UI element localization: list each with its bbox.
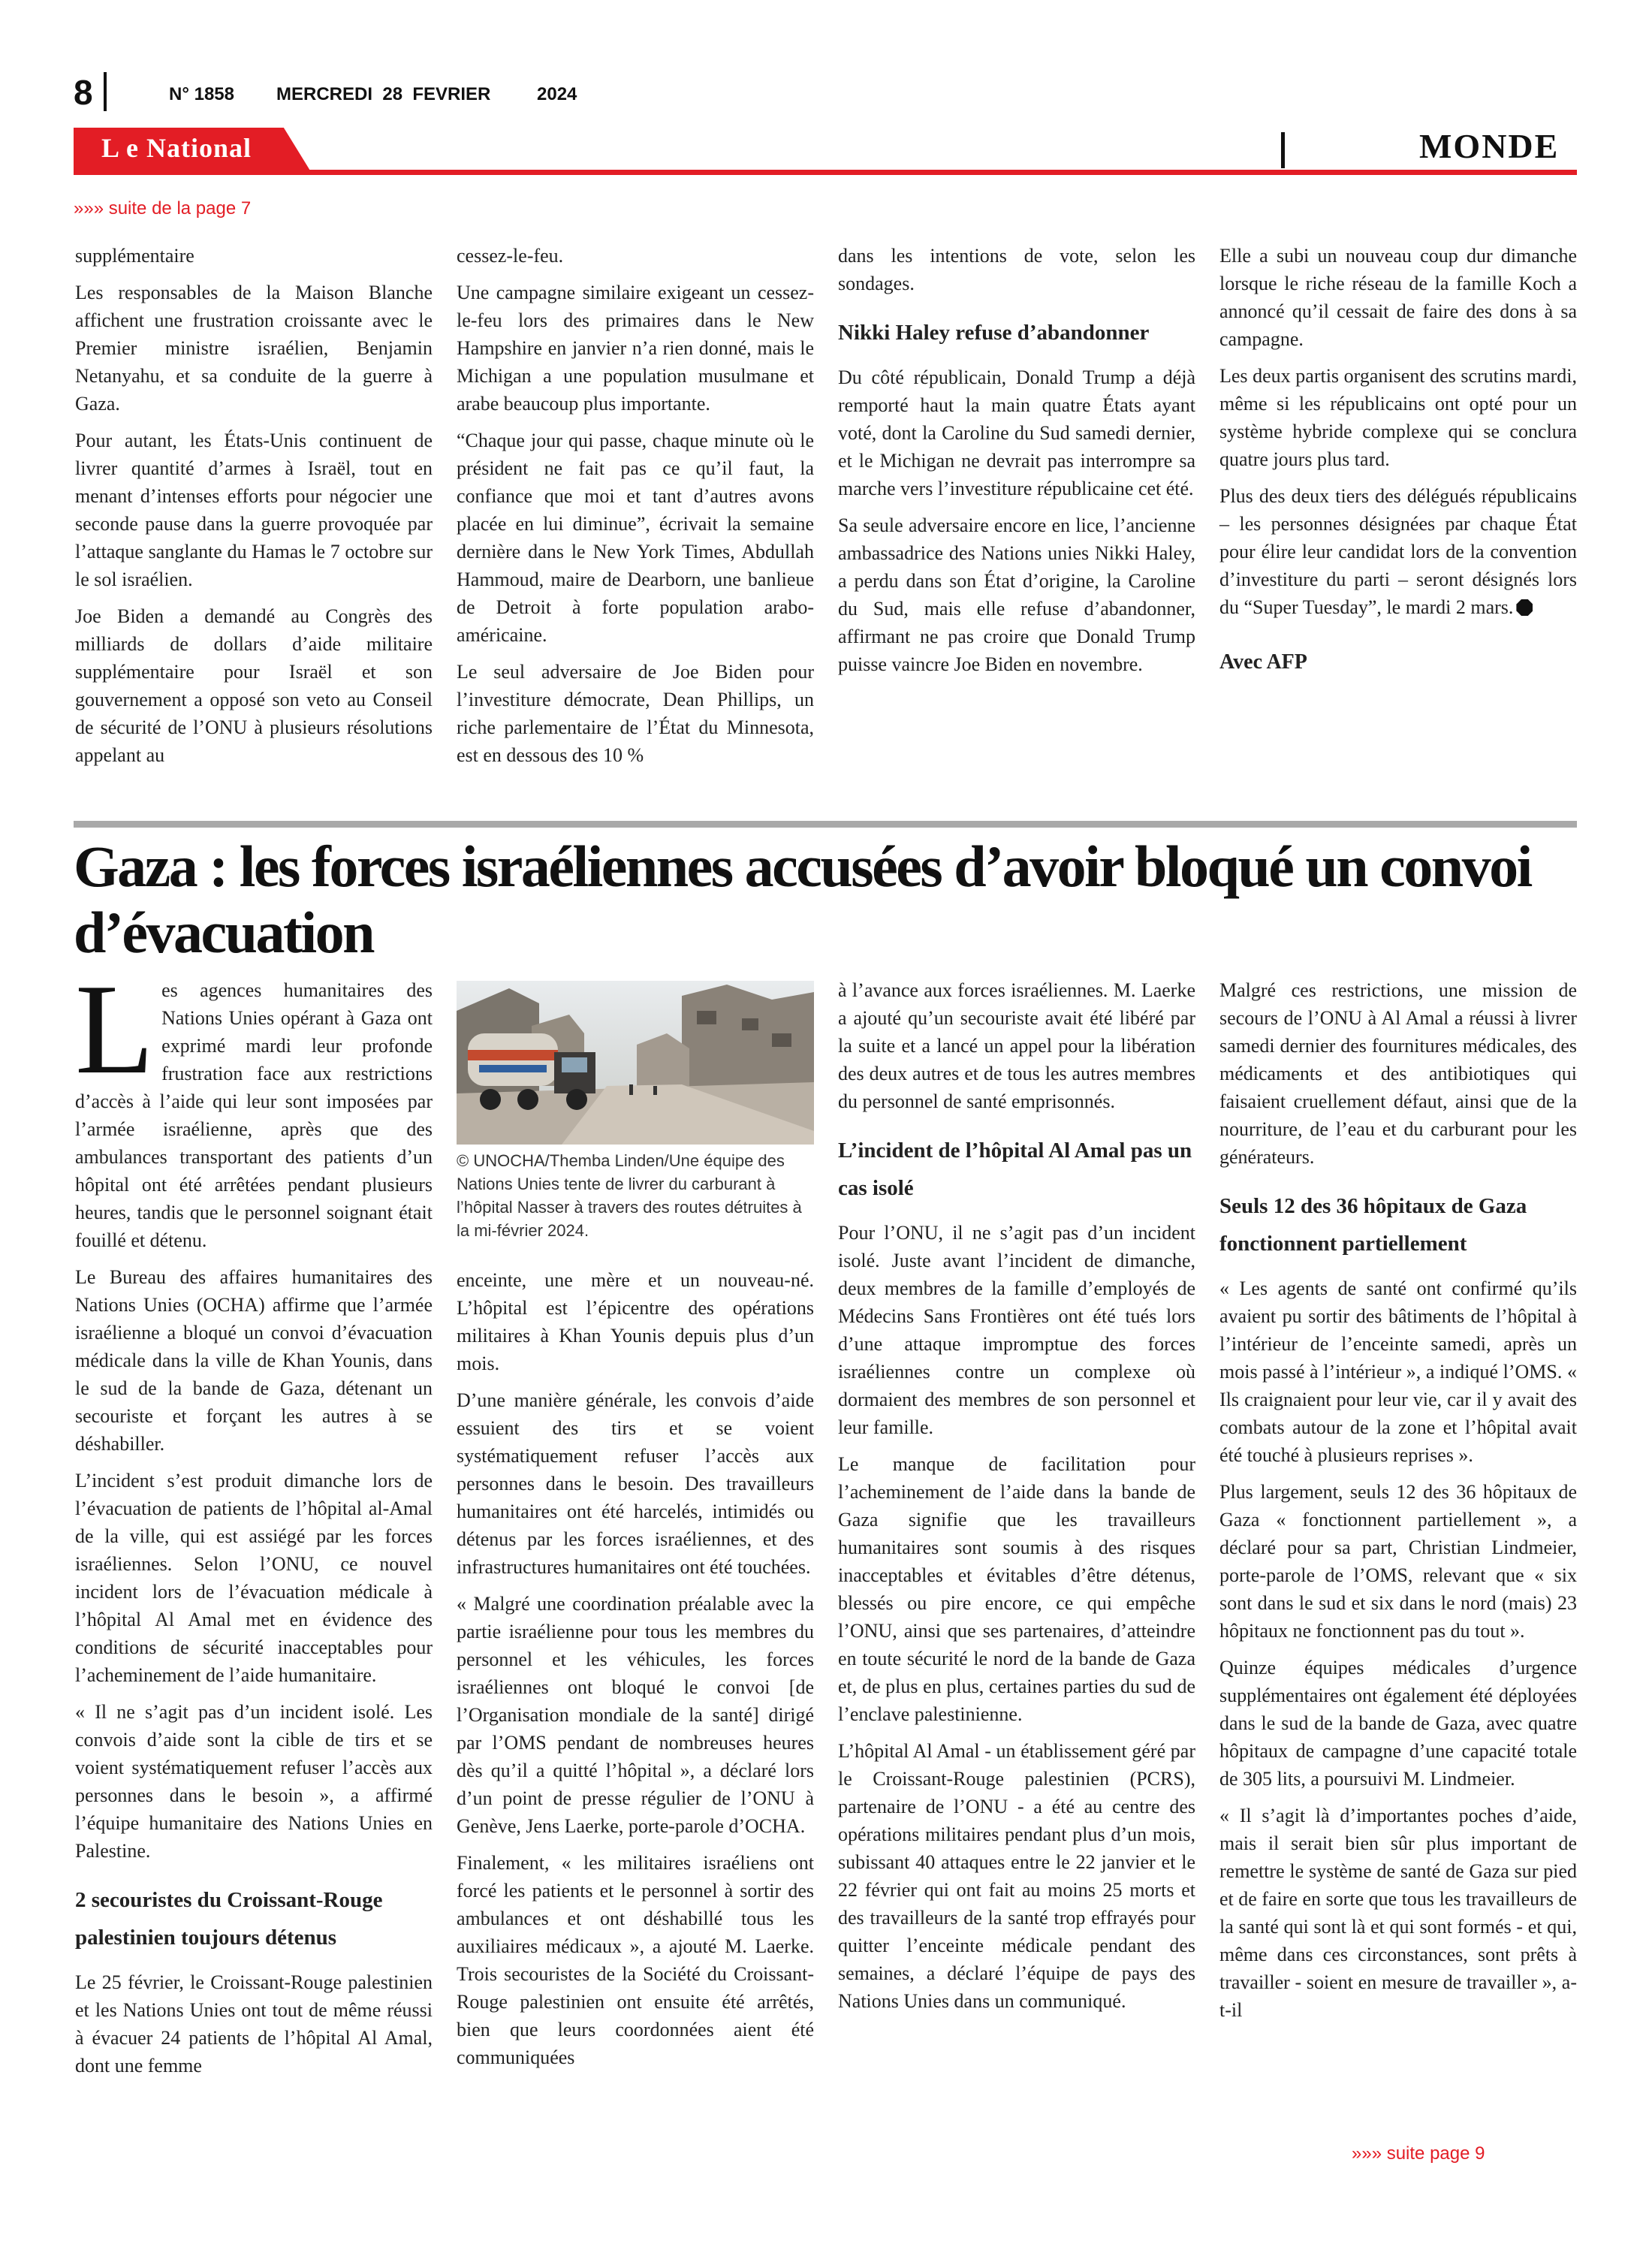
top-article-column-3 [838,242,1195,687]
paragraph: L’incident s’est produit dimanche lors de l’évacuation de patients de l’hôpital al-Amal de la ville, qui est assiégé par les forces israéliennes. Selon l’ONU, ce nouvel incident lors de l’évacuation médicale à l’hôpital Al Amal met en évidence des conditions de sécurité inacceptables pour l’acheminement de l’aide humanitaire. [75,1470,433,1686]
subheading: Seuls 12 des 36 hôpitaux de Gaza fonctionnent partiellement [1219,1194,1527,1256]
paragraph: « Il ne s’agit pas d’un incident isolé. Les convois d’aide sont la cible de tirs et se voient systématiquement refuser l’accès aux personnes dans le besoin », a affirmé l’équipe humanitaire des Nations Unies en Palestine. [75,1701,433,1862]
main-article-column-3 [838,976,1195,2024]
paragraph [75,958,433,1254]
paragraph-text: es agences humanitaires des Nations Unies opérant à Gaza ont exprimé mardi leur profonde frustration face aux restrictions d’accès à l’aide qui leur sont imposées par l’armée israélienne, après que des ambulances transportant des patients d’un hôpital ont été arrêtées pendant plusieurs heures, tandis que le personnel soignant était fouillé et détenu. [75,979,433,1251]
article-signature: Avec AFP [1219,650,1307,674]
paragraph: D’une manière générale, les convois d’aide essuient des tirs et se voient systématiquement refuser l’accès aux personnes dans le besoin. Des travailleurs humanitaires ont été harcelés, intimidés ou détenus par les forces israéliennes, et des infrastructures humanitaires ont été touchées. [457,1389,814,1578]
article-separator [74,821,1577,828]
article-headline: Gaza : les forces israéliennes accusées d’avoir bloqué un convoi d’évacuation [74,834,1531,965]
header-red-rule [74,170,1577,175]
paragraph-text: Plus des deux tiers des délégués républicains – les personnes désignées par chaque État pour élire leur candidat lors de la convention d’investiture du parti – seront désignés lors du “Super Tuesday”, le mardi 2 mars. [1219,485,1577,618]
paragraph: Une campagne similaire exigeant un cessez-le-feu lors des primaires dans le New Hampshire en janvier n’a rien donné, mais le Michigan a une population musulmane et arabe beaucoup plus importante. [457,282,814,415]
paragraph: Elle a subi un nouveau coup dur dimanche lorsque le riche réseau de la famille Koch a annoncé qu’il cessait de faire des dons à sa campagne. [1219,245,1577,350]
paragraph: Le seul adversaire de Joe Biden pour l’investiture démocrate, Dean Phillips, un riche parlementaire de l’État du Minnesota, est en dessous des 10 % [457,661,814,766]
article-photo [457,981,814,1145]
paragraph: enceinte, une mère et un nouveau-né. L’hôpital est l’épicentre des opérations militaires à Khan Younis depuis plus d’un mois. [457,1269,814,1374]
paragraph: Quinze équipes médicales d’urgence supplémentaires ont également été déployées dans le sud de la bande de Gaza, avec quatre hôpitaux de campagne d’une capacité totale de 305 lits, a poursuivi M. Lindmeier. [1219,1657,1577,1790]
paragraph: cessez-le-feu. [457,245,564,267]
page-number: 8 [74,73,93,112]
subheading: Nikki Haley refuse d’abandonner [838,321,1150,345]
article-end-icon [1516,599,1533,616]
paragraph: Du côté républicain, Donald Trump a déjà remporté haut la main quatre États ayant voté, dont la Caroline du Sud samedi dernier, et le Michigan ne devrait pas interrompre sa marche vers l’investiture républicaine cet été. [838,366,1195,499]
paragraph: Le Bureau des affaires humanitaires des Nations Unies (OCHA) affirme que l’armée israélienne a bloqué un convoi d’évacuation médicale dans la ville de Khan Younis, dans le sud de la bande de Gaza, détenant un secouriste et forçant les autres à se déshabiller. [75,1266,433,1455]
continued-to-link[interactable]: »»» suite page 9 [1352,2143,1485,2164]
subheading: 2 secouristes du Croissant-Rouge palestinien toujours détenus [75,1888,383,1950]
paragraph: « Il s’agit là d’importantes poches d’aide, mais il serait bien sûr plus important de remettre le système de santé de Gaza sur pied et de faire en sorte que tous les travailleurs de la santé qui sont là et qui sont formés - et qui, même dans ces circonstances, sont prêts à travailler - soient en mesure de travailler », a-t-il [1219,1805,1577,2021]
top-article-column-2 [457,242,814,778]
paragraph: Pour autant, les États-Unis continuent de livrer quantité d’armes à Israël, tout en menant d’intenses efforts pour négocier une seconde pause dans la guerre provoquée par l’attaque sanglante du Hamas le 7 octobre sur le sol israélien. [75,430,433,590]
paragraph: Finalement, « les militaires israéliens ont forcé les patients et le personnel à sortir des ambulances et ont déshabillé tous les auxiliaires médicaux », a ajouté M. Laerke. Trois secouristes de la Société du Croissant-Rouge palestinien ont ensuite été arrêtés, bien que leurs coordonnées aient été communiquées [457,1852,814,2068]
paragraph: Les deux partis organisent des scrutins mardi, même si les républicains ont opté pour un système hybride complexe qui se conclura quatre jours plus tard. [1219,365,1577,470]
paragraph: Joe Biden a demandé au Congrès des milliards de dollars d’aide militaire supplémentaire pour Israël et son gouvernement a opposé son veto au Conseil de sécurité de l’ONU à plusieurs résolutions appelant au [75,605,433,766]
paragraph: L’hôpital Al Amal - un établissement géré par le Croissant-Rouge palestinien (PCRS), partenaire de l’ONU - a été au centre des opérations militaires pendant plus d’un mois, subissant 40 attaques entre le 22 janvier et le 22 février qui ont fait au moins 25 morts et des travailleurs de la santé trop effrayés pour quitter l’enceinte médicale pendant des semaines, a déclaré l’équipe de pays des Nations Unies dans un communiqué. [838,1740,1195,2012]
main-article-column-2 [457,1266,814,2080]
main-article-column-4 [1219,976,1577,2033]
brand-logo: L e National [101,133,252,163]
photo-caption: © UNOCHA/Themba Linden/Une équipe des Nations Unies tente de livrer du carburant à l’hôpital Nasser à travers des routes détruites à la mi-février 2024. [457,1151,802,1240]
paragraph: Pour l’ONU, il ne s’agit pas d’un incident isolé. Juste avant l’incident de dimanche, deux membres de la famille d’employés de Médecins Sans Frontières ont été tués lors d’une attaque impromptue des forces israéliennes contre un complexe où dormaient des membres de son personnel et leur famille. [838,1222,1195,1438]
paragraph: Les responsables de la Maison Blanche affichent une frustration croissante avec le Premier ministre israélien, Benjamin Netanyahu, et sa conduite de la guerre à Gaza. [75,282,433,415]
drop-cap: L [75,958,155,1101]
paragraph: « Les agents de santé ont confirmé qu’ils avaient pu sortir des bâtiments de l’hôpital à l’intérieur de l’enceinte samedi, après un mois passé à l’intérieur », a indiqué l’OMS. « Ils craignaient pour leur vie, car il y avait des combats autour de la zone et l’hôpital avait été touché à plusieurs reprises ». [1219,1277,1577,1466]
paragraph: à l’avance aux forces israéliennes. M. Laerke a ajouté qu’un secouriste avait été libéré par la suite et a lancé un appel pour la libération des deux autres et de tous les autres membres du personnel de santé emprisonnés. [838,979,1195,1112]
paragraph: Sa seule adversaire encore en lice, l’ancienne ambassadrice des Nations unies Nikki Haley, a perdu dans son État d’origine, la Caroline du Sud, mais elle refuse d’abandonner, affirmant ne pas croire que Donald Trump puisse vaincre Joe Biden en novembre. [838,514,1195,675]
top-article-column-1 [75,242,433,778]
paragraph: supplémentaire [75,245,194,267]
issue-date: MERCREDI 28 FEVRIER [276,84,491,104]
paragraph: Le 25 février, le Croissant-Rouge palestinien et les Nations Unies ont tout de même réussi à évacuer 24 patients de l’hôpital Al Amal, dont une femme [75,1971,433,2077]
page-number-divider [104,72,107,111]
section-title: MONDE [1419,127,1560,165]
top-article-column-4 [1219,242,1577,685]
paragraph: dans les intentions de vote, selon les sondages. [838,245,1195,294]
section-divider [1281,132,1285,168]
paragraph: Malgré ces restrictions, une mission de secours de l’ONU à Al Amal a réussi à livrer samedi dernier des fournitures médicales, des médicaments et des antibiotiques qui faisaient cruellement défaut, ainsi que de la nourriture, de l’eau et du carburant pour les générateurs. [1219,979,1577,1168]
continued-from-link[interactable]: »»» suite de la page 7 [74,198,252,219]
issue-year: 2024 [537,84,577,104]
paragraph: “Chaque jour qui passe, chaque minute où le président ne fait pas ce qu’il faut, la confiance que moi et tant d’autres avons placée en lui diminue”, écrivait la semaine dernière dans le New York Times, Abdullah Hammoud, maire de Dearborn, une banlieue de Detroit à forte population arabo-américaine. [457,430,814,646]
paragraph: Le manque de facilitation pour l’acheminement de l’aide dans la bande de Gaza signifie que les travailleurs humanitaires sont soumis à des risques inacceptables et évitables d’être détenus, blessés ou pire encore, ce qui empêche l’ONU, ainsi que ses partenaires, d’atteindre en toute sécurité le nord de la bande de Gaza et, de plus en plus, certaines parties du sud de l’enclave palestinienne. [838,1453,1195,1725]
paragraph [1219,482,1577,621]
subheading: L’incident de l’hôpital Al Amal pas un cas isolé [838,1139,1192,1200]
issue-number: N° 1858 [169,84,234,104]
paragraph: Plus largement, seuls 12 des 36 hôpitaux de Gaza « fonctionnent partiellement », a déclaré pour sa part, Christian Lindmeier, porte-parole de l’OMS, relevant que « six sont dans le sud et six dans le nord (mais) 23 hôpitaux ne fonctionnent pas du tout ». [1219,1481,1577,1642]
paragraph: « Malgré une coordination préalable avec la partie israélienne pour tous les membres du personnel et les véhicules, les forces israéliennes ont bloqué le convoi [de l’Organisation mondiale de la santé] dirigé par l’OMS pendant de nombreuses heures dès qu’il a quitté l’hôpital », a déclaré lors d’un point de presse régulier de l’ONU à Genève, Jens Laerke, porte-parole d’OCHA. [457,1593,814,1837]
main-article-column-1 [75,958,433,2089]
